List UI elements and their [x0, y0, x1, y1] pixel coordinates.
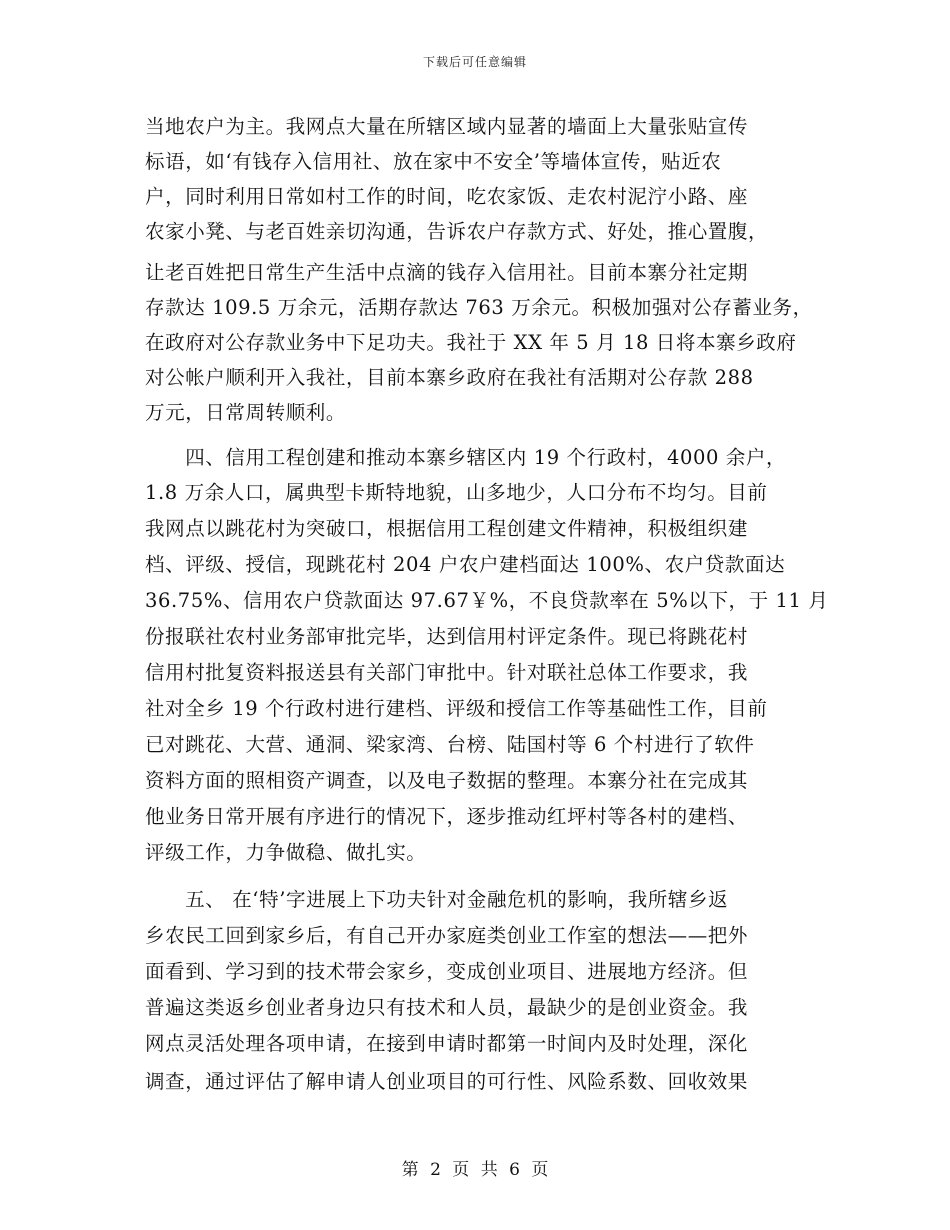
body-line: 资料方面的照相资产调查，以及电子数据的整理。本寨分社在完成其: [145, 769, 749, 792]
body-line: 网点灵活处理各项申请，在接到申请时都第一时间内及时处理，深化: [145, 1032, 749, 1055]
body-line: 标语，如‘有钱存入信用社、放在家中不安全’等墙体宣传，贴近农: [145, 150, 722, 173]
body-line: 当地农户为主。我网点大量在所辖区域内显著的墙面上大量张贴宣传: [145, 115, 749, 138]
body-line: 农家小凳、与老百姓亲切沟通，告诉农户存款方式、好处，推心置腹，: [145, 220, 769, 243]
body-line: 在政府对公存款业务中下足功夫。我社于 XX 年 5 月 18 日将本寨乡政府: [145, 331, 797, 354]
page-header-note: 下载后可任意编辑: [422, 55, 527, 69]
body-line: 信用村批复资料报送县有关部门审批中。针对联社总体工作要求，我: [145, 661, 749, 684]
body-line: 存款达 109.5 万余元，活期存款达 763 万余元。积极加强对公存蓄业务，: [145, 296, 813, 319]
body-line: 我网点以跳花村为突破口，根据信用工程创建文件精神，积极组织建: [145, 517, 749, 540]
body-line: 1.8 万余人口，属典型卡斯特地貌，山多地少，人口分布不均匀。目前: [145, 481, 768, 504]
body-line: 他业务日常开展有序进行的情况下，逐步推动红坪村等各村的建档、: [145, 805, 749, 828]
body-line: 乡农民工回到家乡后，有自己开办家庭类创业工作室的想法——把外: [145, 924, 749, 947]
body-line: 四、信用工程创建和推动本寨乡辖区内 19 个行政村，4000 余户，: [145, 446, 787, 469]
body-line: 调查，通过评估了解申请人创业项目的可行性、风险系数、回收效果: [145, 1070, 749, 1093]
body-line: 份报联社农村业务部审批完毕，达到信用村评定条件。现已将跳花村: [145, 625, 749, 648]
body-line: 面看到、学习到的技术带会家乡，变成创业项目、进展地方经济。但: [145, 960, 749, 983]
body-line: 已对跳花、大营、通洞、梁家湾、台榜、陆国村等 6 个村进行了软件: [145, 733, 755, 756]
body-line: 让老百姓把日常生产生活中点滴的钱存入信用社。目前本寨分社定期: [145, 261, 749, 284]
body-line: 户，同时利用日常如村工作的时间，吃农家饭、走农村泥泞小路、座: [145, 185, 749, 208]
body-line: 档、评级、授信，现跳花村 204 户农户建档面达 100%、农户贷款面达: [145, 553, 786, 576]
body-line: 万元，日常周转顺利。: [145, 401, 347, 424]
body-line: 普遍这类返乡创业者身边只有技术和人员，最缺少的是创业资金。我: [145, 996, 749, 1019]
page-number-footer: 第 2 页 共 6 页: [401, 1160, 549, 1180]
body-line: 评级工作，力争做稳、做扎实。: [145, 841, 427, 864]
body-line: 对公帐户顺利开入我社，目前本寨乡政府在我社有活期对公存款 288: [145, 366, 754, 389]
body-line: 社对全乡 19 个行政村进行建档、评级和授信工作等基础性工作，目前: [145, 697, 768, 720]
body-line: 五、 在‘特’字进展上下功夫针对金融危机的影响，我所辖乡返: [145, 888, 729, 911]
body-line: 36.75%、信用农户贷款面达 97.67￥%，不良贷款率在 5%以下，于 11 月: [145, 589, 829, 612]
